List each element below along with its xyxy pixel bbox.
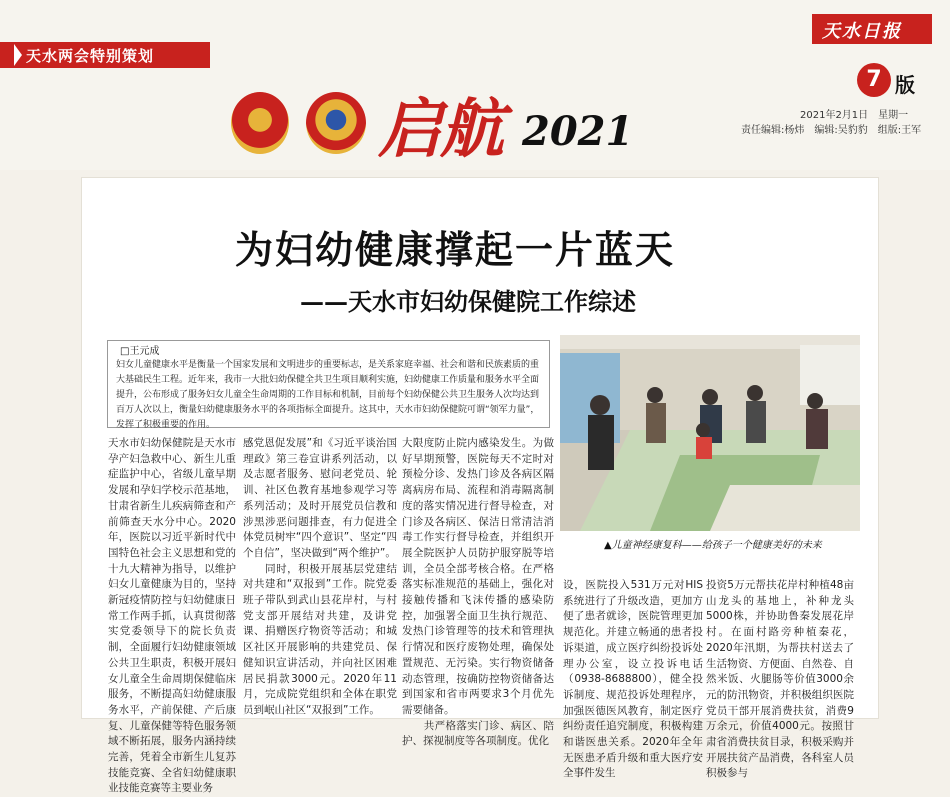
photo-illustration [560,335,860,531]
article-column-2: 感党恩促发展”和《习近平谈治国理政》第三卷宣讲系列活动，以及志愿者服务、慰问老党员、轮训、社区色教育基地参观学习等系列活动；及时开展党员信教和涉黑涉恶问题排查，有力促进全体党员树牢“四个意识”、坚定“四个自信”，坚决做到“两个维护”。 同时，积极开展基层党建结对共建和“双报到”工作。院党委班子带队到武山县花岸村，与村党支部开展结对共建，及讲党课、捐赠医疗物资等活动；和城区社区开展影响的共建党员、保健知识宣讲活动，并向社区困难居民捐款3000元。2020年11月，完成院党组织和全体在职党员到岷山社区“双报到”工作。 [243,437,397,716]
banner-arrow-icon [14,44,22,66]
section-banner-label: 天水两会特别策划 [26,47,155,65]
page-number-badge: 7 [857,63,891,97]
article-column-4: 设，医院投入531万元对HIS系统进行了升级改造，更加方便了患者就诊，医院管理更加规范化。并建立畅通的患者投诉渠道，成立医疗纠纷投诉处理办公室，设立投诉电话（0938-8688800），健全投诉制度、规范投诉处理程序，加强医德医风教育，制定医疗纠纷责任追究制度，积极构建和谐医患关系。2020年全年无医患矛盾升级和重大医疗安全事件发生 [563,579,703,780]
article-column-5: 投资5万元帮扶花岸村种植48亩山龙头的基地上，补种龙头5000株，并协助鲁秦发展花岸村。在面村路旁种植秦花，2020年汛期，为帮扶村送去了生活物资、方便面、自然卷、自然米饭、火腿肠等价值3000余元的防汛物资，并积极组织医院党员干部开展消费扶贫，消费9万余元，价值4000元。按照甘肃省消费扶贫目录，积极采购并开展扶贫产品消费，各科室人员积极参与 [706,579,854,780]
editors-line: 责任编辑:杨炜 编辑:吴豹豹 组版:王军 [741,125,922,136]
byline: □王元成 [120,346,160,357]
article-headline: 为妇幼健康撑起一片蓝天 [235,228,676,272]
photo-caption: ▲儿童神经康复科——给孩子一个健康美好的未来 [604,540,822,551]
cppcc-emblem-icon [306,92,366,154]
page-number-suffix: 版 [895,73,915,97]
special-title: 启航 [378,92,502,167]
abstract-text: 妇女儿童健康水平是衡量一个国家发展和文明进步的重要标志，是关系家庭幸福、社会和谐和民族素质的重大基础民生工程。近年来，我市一大批妇幼保健全共卫生项目顺利实施，妇幼健康工作质量和服务水平全面提升，公布形成了服务妇女儿童全生命周期的工作目标和机制，目前每个妇幼保健公共卫生服务人次均达到百万人次以上，衡量妇幼健康服务水平的各项指标全面提升。这其中，天水市妇幼保健院可谓“领军力量”，发挥了积极重要的作用。 [116,360,540,430]
newspaper-name: 天水日报 [822,21,902,42]
article-column-1: 天水市妇幼保健院是天水市孕产妇急救中心、新生儿重症监护中心，省级儿童早期发展和孕妇学校示范基地，甘肃省新生儿疾病筛查和产前筛查天水分中心。2020年，医院以习近平新时代中国特色社会主义思想和党的十九大精神为指导，以维护妇女儿童健康为目的，坚持新冠疫情防控与妇幼健康日常工作两手抓，认真贯彻落实党委领导下的院长负责制，全面履行妇幼健康领域公共卫生职责，积极开展妇女儿童全生命周期保健临床服务，不断提高妇幼健康服务水平，产前保健、产后康复、儿童保健等特色服务领域不断拓展，服务内涵持续完善，凭着全市新生儿复苏技能竞赛、全省妇幼健康职业技能竞赛等主要业务 [108,437,236,795]
article-photo [560,335,860,531]
date-line: 2021年2月1日 星期一 [800,110,909,121]
article-subheadline: ——天水市妇幼保健院工作综述 [300,287,636,316]
article-column-3: 大限度防止院内感染发生。为做好早期预警，医院每天不定时对预检分诊、发热门诊及各病区隔离病房布局、流程和消毒隔离制度的落实情况进行督导检查，对门诊及各病区、保洁日常清洁消毒工作实行督导检查，并组织开展全院医护人员防护服穿脱等培训，全员全部考核合格。在严格落实标准规范的基础上，强化对接触传播和飞沫传播的感染防控，加强署全面卫生执行规范、发热门诊管理等的技术和管理执行情况和医疗废物处理，确保处置规范、无污染。实行物资储备动态管理，按确防控物资储备达到国家和省市两要求3个月优先需要储备。 共严格落实门诊、病区、陪护、探视制度等各项制度。优化 [402,437,554,748]
special-title-year: 2021 [522,108,634,155]
national-emblem-icon [231,92,289,154]
